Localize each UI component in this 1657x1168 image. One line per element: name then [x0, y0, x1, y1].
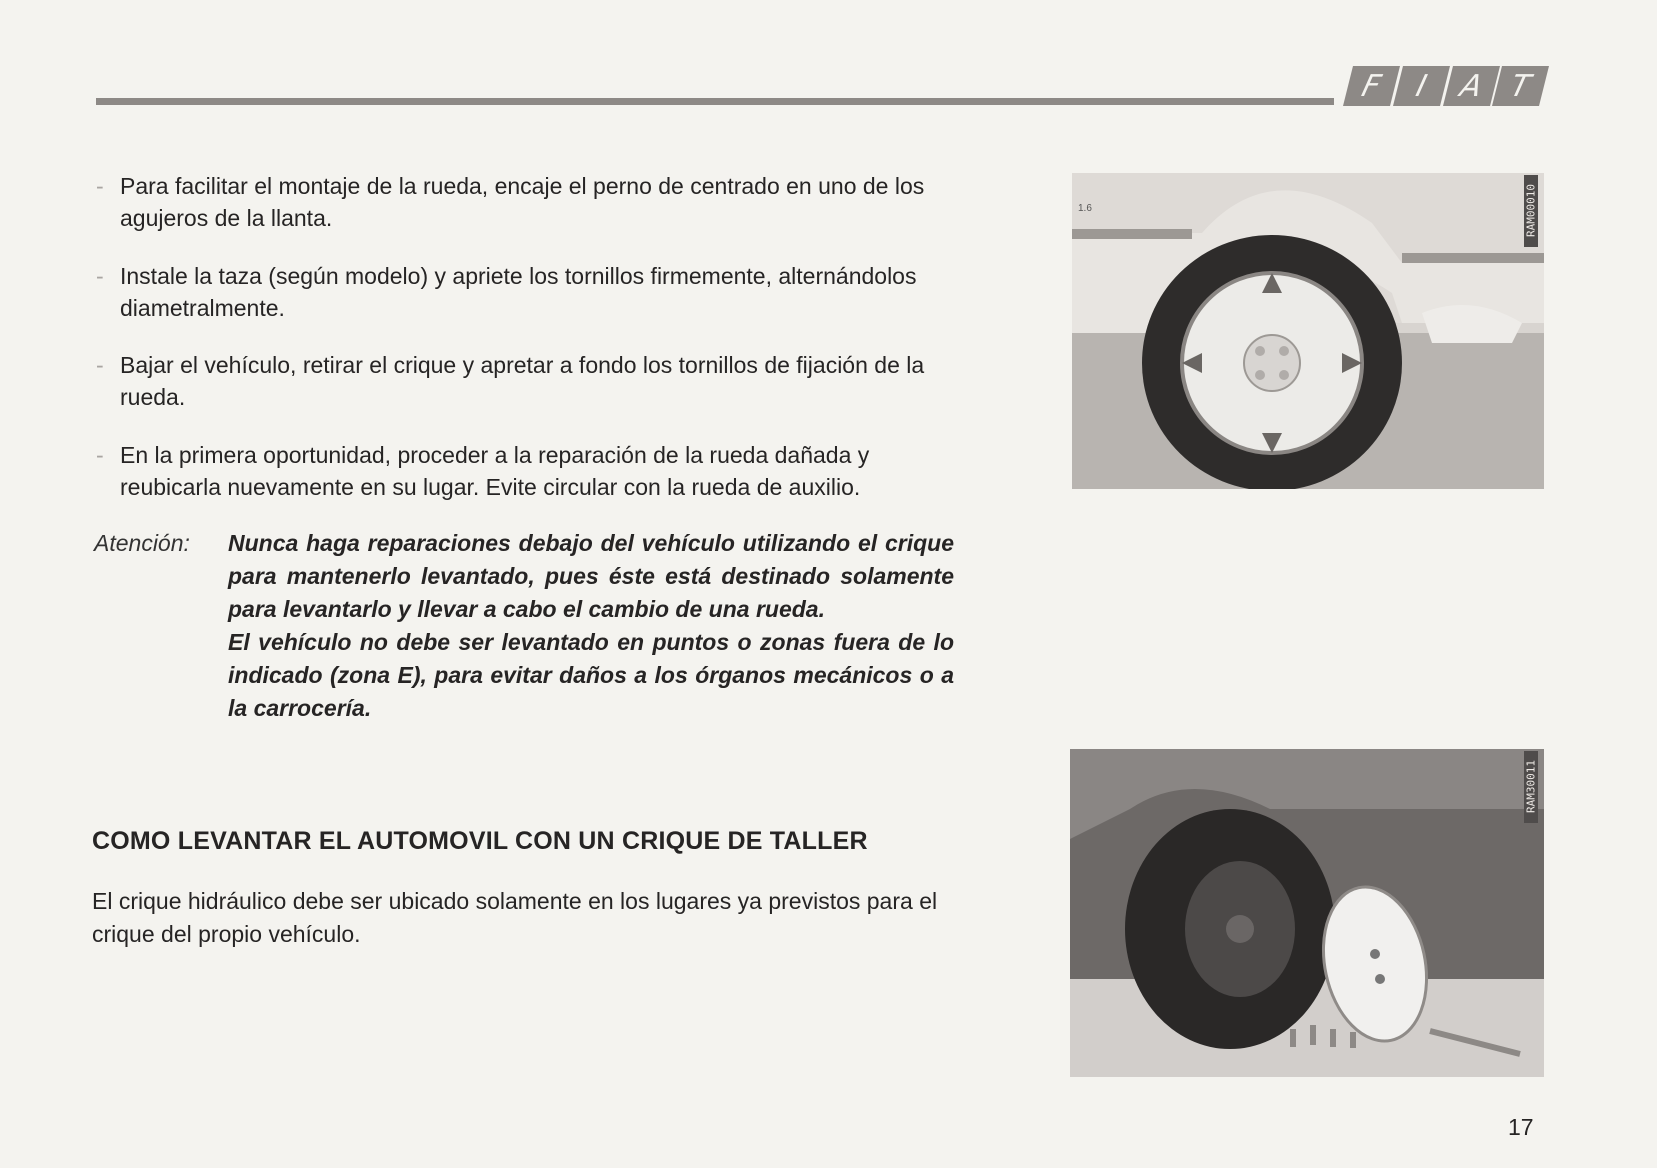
logo-letter-f: F — [1343, 66, 1400, 106]
logo-letter-t: T — [1492, 66, 1549, 106]
logo-letter-a: A — [1443, 66, 1500, 106]
bullet-text: Para facilitar el montaje de la rueda, encaje el perno de centrado en uno de los agujeros de la llanta. — [120, 173, 925, 231]
warning-line-2: El vehículo no debe ser levantado en puntos o zonas fuera de lo indicado (zona E), para evitar daños a los órganos mecánicos o a la carrocería. — [228, 629, 954, 721]
warning-line-1: Nunca haga reparaciones debajo del vehículo utilizando el crique para mantenerlo levantado, pues éste está destinado solamente para levantarlo y llevar a cabo el cambio de una rueda. — [228, 530, 954, 622]
bullet-dash: - — [96, 442, 104, 468]
page-number: 17 — [1508, 1114, 1534, 1140]
bullet-text: Instale la taza (según modelo) y apriete los tornillos firmemente, alternándolos diametralmente. — [120, 263, 917, 321]
bullet-text: Bajar el vehículo, retirar el crique y apretar a fondo los tornillos de fijación de la rueda. — [120, 352, 925, 410]
figure-badge: 1.6 — [1078, 203, 1092, 214]
figure-wheel-with-hubcap — [1072, 173, 1544, 489]
figure-code-tag: RAM30011 — [1524, 751, 1538, 823]
fiat-logo — [1348, 66, 1544, 106]
bullet-dash: - — [96, 263, 104, 289]
figure-code-tag: RAM00010 — [1524, 175, 1538, 247]
logo-letter-i: I — [1393, 66, 1450, 106]
warning-block — [94, 527, 954, 725]
bullet-text: En la primera oportunidad, proceder a la reparación de la rueda dañada y reubicarla nuevamente en su lugar. Evite circular con la rueda de auxilio. — [120, 442, 870, 500]
wheel-removed-illustration — [1070, 749, 1544, 1077]
list-item — [96, 439, 966, 503]
list-item — [96, 170, 966, 234]
wheel-photo-illustration — [1072, 173, 1544, 489]
section-heading: COMO LEVANTAR EL AUTOMOVIL CON UN CRIQUE DE TALLER — [92, 827, 868, 855]
bullet-dash: - — [96, 173, 104, 199]
list-item — [96, 349, 966, 413]
warning-body — [228, 527, 954, 725]
list-item — [96, 260, 966, 324]
bullet-dash: - — [96, 352, 104, 378]
warning-label: Atención: — [94, 530, 190, 556]
header-rule — [96, 98, 1334, 105]
figure-wheel-removed — [1070, 749, 1544, 1077]
section-paragraph: El crique hidráulico debe ser ubicado solamente en los lugares ya previstos para el crique del propio vehículo. — [92, 888, 938, 947]
